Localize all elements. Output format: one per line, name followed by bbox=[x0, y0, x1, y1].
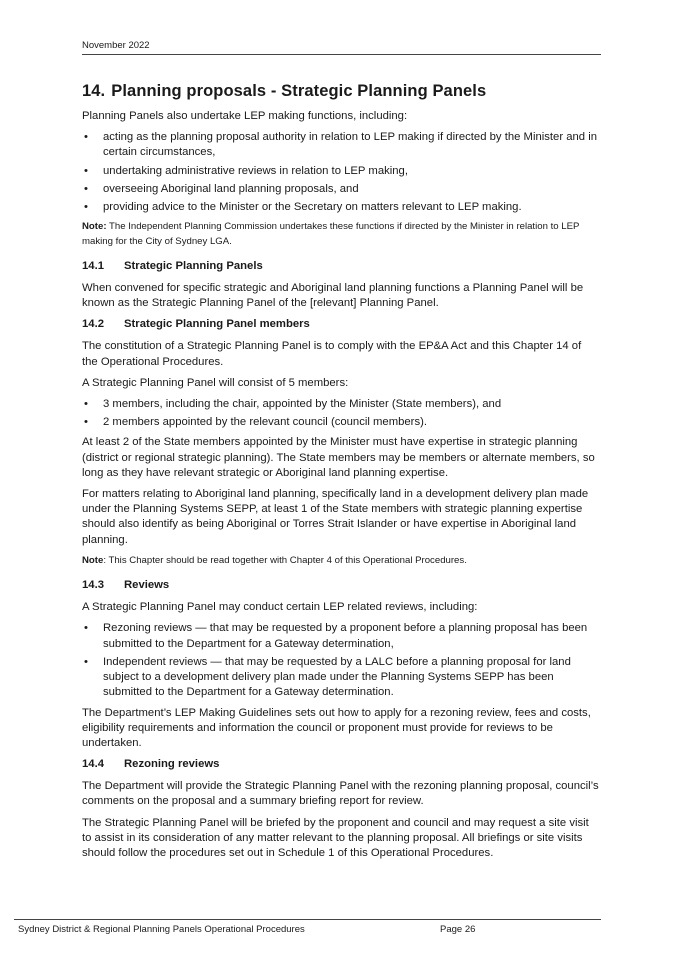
bullet-icon: • bbox=[84, 398, 88, 411]
list-item: • 2 members appointed by the relevant council (council members). bbox=[82, 415, 600, 430]
bullet-icon: • bbox=[84, 416, 88, 429]
header-date: November 2022 bbox=[82, 40, 150, 51]
list-item: • providing advice to the Minister or the Secretary on matters relevant to LEP making. bbox=[82, 200, 600, 215]
footer-divider bbox=[14, 919, 601, 920]
subsection-heading-14-3: 14.3 Reviews bbox=[82, 579, 170, 592]
section-intro: Planning Panels also undertake LEP making functions, including: bbox=[82, 110, 408, 122]
paragraph: The constitution of a Strategic Planning Panel is to comply with the EP&A Act and this Chapter 14 of the Operational Procedures. bbox=[82, 340, 582, 368]
paragraph: The Strategic Planning Panel will be briefed by the proponent and council and may request a site visit to assist in its consideration of any matter relevant to the planning proposal. All briefings or site visits should follow the procedures set out in Schedule 1 of this Operational Procedures. bbox=[82, 816, 589, 859]
subsection-heading-14-1: 14.1 Strategic Planning Panels bbox=[82, 260, 263, 273]
section-title: Planning proposals - Strategic Planning Panels bbox=[111, 82, 487, 100]
note-text: : This Chapter should be read together with Chapter 4 of this Operational Procedures. bbox=[103, 554, 467, 566]
subsection-heading-14-2: 14.2 Strategic Planning Panel members bbox=[82, 318, 310, 331]
footer-doc-title: Sydney District & Regional Planning Panels Operational Procedures bbox=[18, 924, 305, 935]
list-item: • Independent reviews — that may be requested by a LALC before a planning proposal for land subject to a development delivery plan made under the Planning Systems SEPP has been submitted to the Department for a Gateway determination. bbox=[84, 655, 571, 699]
list-item: • Rezoning reviews — that may be requested by a proponent before a planning proposal has been submitted to the Department for a Gateway determination, bbox=[84, 622, 588, 650]
paragraph: A Strategic Planning Panel will consist of 5 members: bbox=[82, 376, 349, 389]
header-divider bbox=[82, 54, 601, 55]
section-heading bbox=[82, 80, 600, 102]
bullet-icon: • bbox=[84, 622, 88, 635]
list-item: • 3 members, including the chair, appointed by the Minister (State members), and bbox=[82, 397, 600, 412]
bullet-icon: • bbox=[84, 131, 88, 144]
bullet-icon: • bbox=[84, 201, 88, 214]
footer-page-number: Page 26 bbox=[440, 924, 476, 935]
chapter-note bbox=[82, 554, 600, 568]
bullet-icon: • bbox=[84, 164, 88, 177]
note-label: Note: bbox=[82, 221, 107, 233]
section-number: 14. bbox=[82, 82, 106, 100]
list-item: • acting as the planning proposal authority in relation to LEP making if directed by the Minister and in certain circumstances, bbox=[84, 131, 598, 159]
note-label: Note bbox=[82, 554, 104, 566]
bullet-icon: • bbox=[84, 655, 88, 668]
paragraph: The Department will provide the Strategic Planning Panel with the rezoning planning proposal, council’s comments on the proposal and a summary briefing report for review. bbox=[82, 780, 599, 808]
bullet-icon: • bbox=[84, 182, 88, 195]
functions-list bbox=[82, 130, 600, 215]
paragraph: For matters relating to Aboriginal land planning, specifically land in a development delivery plan made under the Planning Systems SEPP, at least 1 of the State members with strategic planning expertise should also identify as being Aboriginal or Torres Strait Islander or have expertise in Aboriginal land planning. bbox=[82, 488, 589, 546]
subsection-heading-14-4: 14.4 Rezoning reviews bbox=[82, 758, 220, 771]
list-item: • undertaking administrative reviews in relation to LEP making, bbox=[82, 164, 600, 179]
page-content bbox=[82, 80, 600, 867]
list-item: • overseeing Aboriginal land planning proposals, and bbox=[82, 182, 600, 197]
paragraph: At least 2 of the State members appointed by the Minister must have expertise in strategic planning (district or regional strategic planning). The State members may be members or alternate members, so long as they have relevant strategic or Aboriginal land planning expertise. bbox=[82, 436, 595, 479]
paragraph: A Strategic Planning Panel may conduct certain LEP related reviews, including: bbox=[82, 601, 478, 614]
paragraph: The Department’s LEP Making Guidelines sets out how to apply for a rezoning review, fees and costs, eligibility requirements and information the council or proponent must provide for reviews to be undertaken. bbox=[82, 706, 591, 749]
reviews-list bbox=[82, 621, 600, 700]
section-note bbox=[82, 220, 600, 249]
paragraph: When convened for specific strategic and Aboriginal land planning functions a Planning Panel will be known as the Strategic Planning Panel of the [relevant] Planning Panel. bbox=[82, 282, 584, 310]
note-text: The Independent Planning Commission undertakes these functions if directed by the Minister in relation to LEP making for the City of Sydney LGA. bbox=[82, 221, 580, 247]
members-list bbox=[82, 397, 600, 430]
